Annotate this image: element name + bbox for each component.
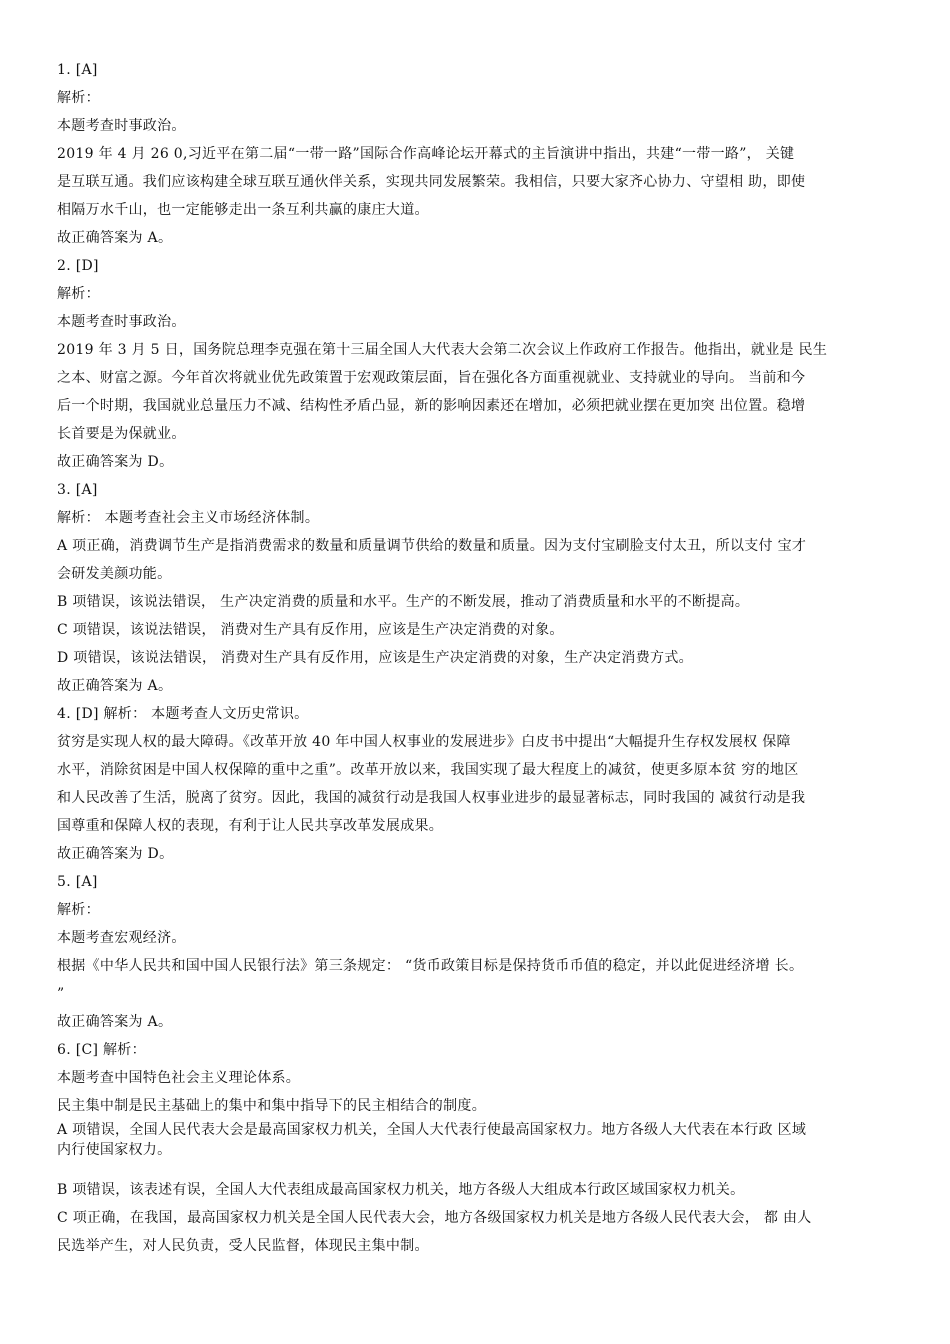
q2-body-line: 长首要是为保就业。 [57, 426, 186, 442]
q3-conclusion: 故正确答案为 A。 [57, 678, 173, 694]
q3-answer: 3. [A] [57, 482, 98, 498]
q4-body-line: 水平，消除贫困是中国人权保障的重中之重”。改革开放以来，我国实现了最大程度上的减贫，使更多原本贫 穷的地区 [57, 762, 799, 778]
q6-topic: 本题考查中国特色社会主义理论体系。 [57, 1070, 301, 1086]
q1-topic: 本题考查时事政治。 [57, 118, 186, 134]
q1-analysis-label: 解析： [57, 90, 100, 106]
q4-body-line: 和人民改善了生活，脱离了贫穷。因此，我国的减贫行动是我国人权事业进步的最显著标志，同时我国的 减贫行动是我 [57, 790, 806, 806]
q4-body-line: 国尊重和保障人权的表现，有利于让人民共享改革发展成果。 [57, 818, 444, 834]
q1-answer: 1. [A] [57, 62, 98, 78]
q2-analysis-label: 解析： [57, 286, 100, 302]
q5-analysis-label: 解析： [57, 902, 100, 918]
q5-body-line: 根据《中华人民共和国中国人民银行法》第三条规定： “货币政策目标是保持货币币值的稳定，并以此促进经济增 长。 [57, 958, 804, 974]
q1-body-line: 是互联互通。我们应该构建全球互联互通伙伴关系，实现共同发展繁荣。我相信，只要大家齐心协力、守望相 助，即使 [57, 174, 806, 190]
q4-conclusion: 故正确答案为 D。 [57, 846, 174, 862]
q4-answer-topic: 4. [D] 解析： 本题考查人文历史常识。 [57, 706, 309, 722]
q2-body-line: 之本、财富之源。今年首次将就业优先政策置于宏观政策层面，旨在强化各方面重视就业、支持就业的导向。 当前和今 [57, 370, 806, 386]
q1-body-line: 2019 年 4 月 26 0,习近平在第二届“一带一路”国际合作高峰论坛开幕式的主旨演讲中指出，共建“一带一路”， 关键 [57, 146, 795, 162]
q2-conclusion: 故正确答案为 D。 [57, 454, 174, 470]
document-page [57, 56, 893, 1260]
q3-option-a-line: A 项正确，消费调节生产是指消费需求的数量和质量调节供给的数量和质量。因为支付宝刷脸支付太丑，所以支付 宝才 [57, 538, 807, 554]
q2-body-line: 2019 年 3 月 5 日，国务院总理李克强在第十三届全国人大代表大会第二次会议上作政府工作报告。他指出，就业是 民生 [57, 342, 828, 358]
q3-option-b: B 项错误，该说法错误， 生产决定消费的质量和水平。生产的不断发展，推动了消费质量和水平的不断提高。 [57, 594, 750, 610]
q1-body-line: 相隔万水千山，也一定能够走出一条互利共赢的康庄大道。 [57, 202, 429, 218]
q5-answer: 5. [A] [57, 874, 98, 890]
q3-option-c: C 项错误，该说法错误， 消费对生产具有反作用，应该是生产决定消费的对象。 [57, 622, 564, 638]
q5-body-line: ” [57, 986, 65, 1002]
q6-option-c-line: C 项正确，在我国，最高国家权力机关是全国人民代表大会，地方各级国家权力机关是地方各级人民代表大会， 都 由人 [57, 1210, 812, 1226]
q6-option-a-line: 内行使国家权力。 [57, 1142, 172, 1158]
q3-option-d: D 项错误，该说法错误， 消费对生产具有反作用，应该是生产决定消费的对象，生产决定消费方式。 [57, 650, 693, 666]
q6-option-a-line: A 项错误，全国人民代表大会是最高国家权力机关，全国人大代表行使最高国家权力。地方各级人大代表在本行政 区域 [57, 1122, 807, 1138]
q3-option-a-line: 会研发美颜功能。 [57, 566, 172, 582]
q2-body-line: 后一个时期，我国就业总量压力不减、结构性矛盾凸显，新的影响因素还在增加，必须把就业摆在更加突 出位置。稳增 [57, 398, 806, 414]
q6-body-line: 民主集中制是民主基础上的集中和集中指导下的民主相结合的制度。 [57, 1098, 486, 1114]
q2-answer: 2. [D] [57, 258, 99, 274]
q5-conclusion: 故正确答案为 A。 [57, 1014, 173, 1030]
q4-body-line: 贫穷是实现人权的最大障碍。《改革开放 40 年中国人权事业的发展进步》白皮书中提出“大幅提升生存权发展权 保障 [57, 734, 791, 750]
q3-analysis-topic: 解析： 本题考查社会主义市场经济体制。 [57, 510, 320, 526]
q6-option-b: B 项错误，该表述有误，全国人大代表组成最高国家权力机关，地方各级人大组成本行政区域国家权力机关。 [57, 1182, 745, 1198]
q6-option-c-line: 民选举产生，对人民负责，受人民监督，体现民主集中制。 [57, 1238, 429, 1254]
q5-topic: 本题考查宏观经济。 [57, 930, 186, 946]
q2-topic: 本题考查时事政治。 [57, 314, 186, 330]
q6-answer: 6. [C] 解析： [57, 1042, 146, 1058]
q1-conclusion: 故正确答案为 A。 [57, 230, 173, 246]
